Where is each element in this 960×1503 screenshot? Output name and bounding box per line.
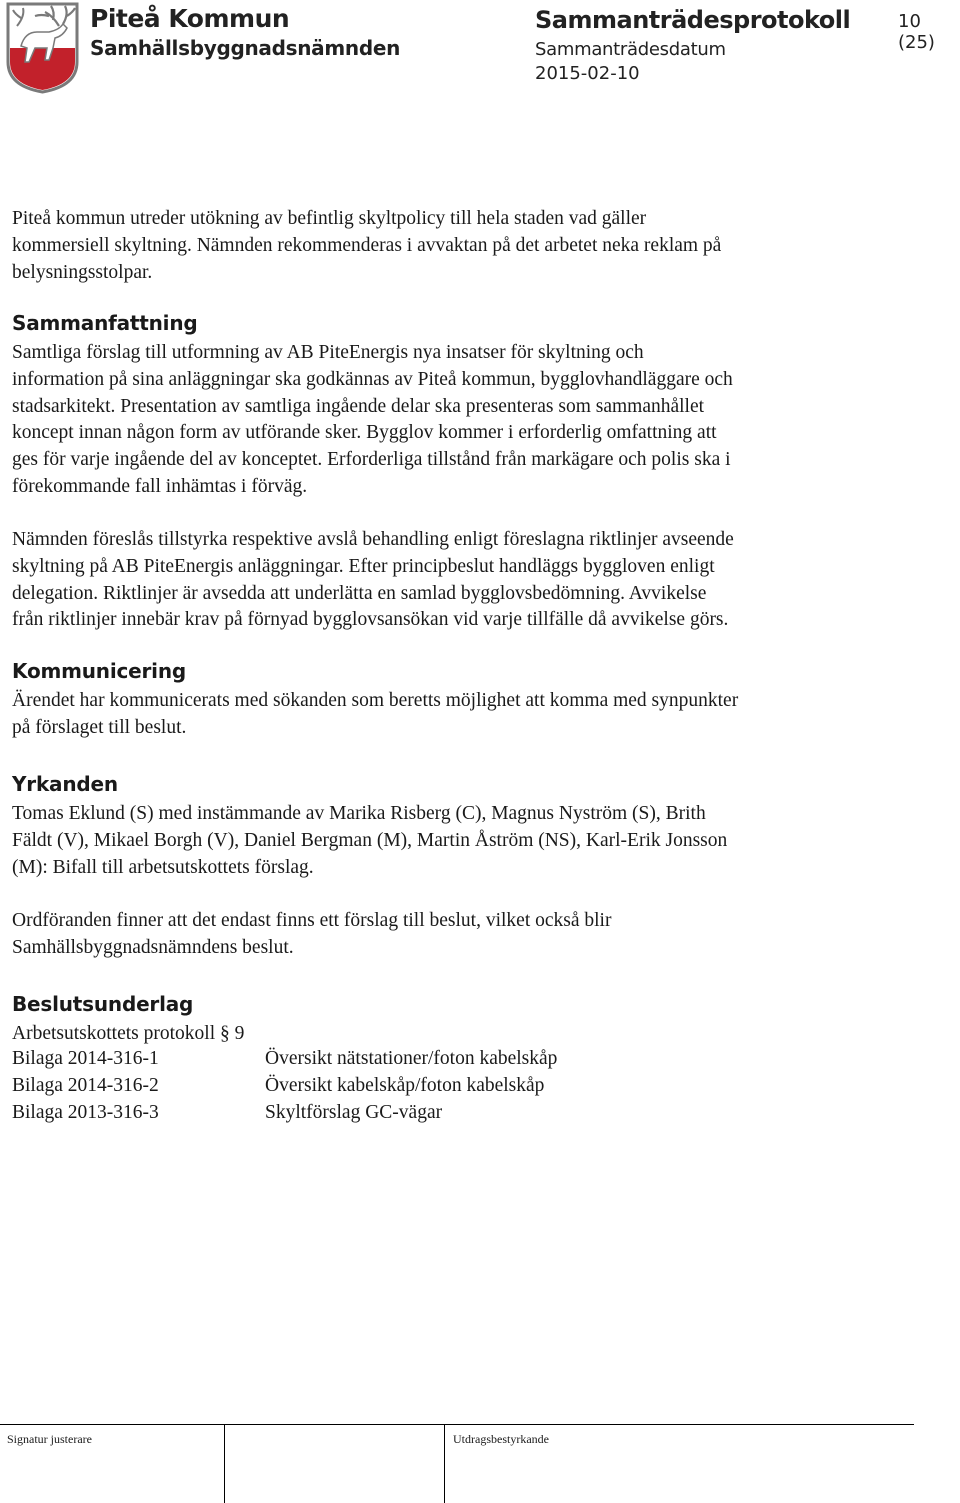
attachment-row xyxy=(12,1075,932,1102)
chair-paragraph xyxy=(12,908,932,962)
motions-heading: Yrkanden xyxy=(12,772,118,796)
summary-line: koncept innan någon form av utförande sker. Bygglov kommer i erforderlig omfattning att xyxy=(12,422,717,444)
motions-line: (M): Bifall till arbetsutskottets förslag. xyxy=(12,856,314,878)
summary-line: förekommande fall inhämtas i förväg. xyxy=(12,475,308,497)
chair-line: Samhällsbyggnadsnämndens beslut. xyxy=(12,936,294,958)
communication-line: på förslaget till beslut. xyxy=(12,716,187,738)
summary-paragraph xyxy=(12,340,932,501)
excerpt-label: Utdragsbestyrkande xyxy=(453,1432,549,1446)
summary-line: information på sina anläggningar ska godkännas av Piteå kommun, bygglovhandläggare och xyxy=(12,368,733,390)
attachment-title: Översikt nätstationer/foton kabelskåp xyxy=(265,1048,558,1069)
document-type: Sammanträdesprotokoll xyxy=(535,6,851,34)
signature-footer xyxy=(0,1424,960,1503)
intro-line: kommersiell skyltning. Nämnden rekommenderas i avvaktan på det arbetet neka reklam på xyxy=(12,234,722,256)
reindeer-coat-of-arms-icon xyxy=(5,2,80,94)
proposal-line: från riktlinjer innebär krav på förnyad bygglovsansökan vid varje tillfälle då avvikelse görs. xyxy=(12,609,729,631)
attachment-title: Skyltförslag GC-vägar xyxy=(265,1102,443,1123)
summary-line: Samtliga förslag till utformning av AB PiteEnergis nya insatser för skyltning och xyxy=(12,342,644,363)
attachment-id: Bilaga 2014-316-2 xyxy=(12,1075,159,1096)
proposal-line: Nämnden föreslås tillstyrka respektive avslå behandling enligt föreslagna riktlinjer avseende xyxy=(12,529,734,550)
basis-protocol: Arbetsutskottets protokoll § 9 xyxy=(12,1023,245,1044)
proposal-line: delegation. Riktlinjer är avsedda att underlätta en samlad bygglovsbedömning. Avvikelse xyxy=(12,582,707,604)
communication-heading: Kommunicering xyxy=(12,659,186,683)
basis-heading: Beslutsunderlag xyxy=(12,992,194,1016)
motions-line: Fäldt (V), Mikael Borgh (V), Daniel Bergman (M), Martin Åström (NS), Karl-Erik Jonsson xyxy=(12,829,728,851)
proposal-line: skyltning på AB PiteEnergis anläggningar. Efter principbeslut handläggs byggloven enligt xyxy=(12,555,715,577)
meeting-date-label: Sammanträdesdatum xyxy=(535,39,726,60)
attachment-id: Bilaga 2014-316-1 xyxy=(12,1048,159,1069)
meeting-date-value: 2015-02-10 xyxy=(535,63,640,84)
department-name: Samhällsbyggnadsnämnden xyxy=(90,36,401,60)
footer-divider xyxy=(444,1424,445,1503)
motions-line: Tomas Eklund (S) med instämmande av Marika Risberg (C), Magnus Nyström (S), Brith xyxy=(12,803,706,824)
intro-paragraph xyxy=(12,206,932,286)
summary-line: ges för varje ingående del av konceptet. Erforderliga tillstånd från markägare och polis ska i xyxy=(12,449,731,471)
summary-line: stadsarkitekt. Presentation av samtliga ingående delar ska presenteras som sammanhållet xyxy=(12,395,705,417)
footer-rule xyxy=(0,1424,914,1425)
intro-line: belysningsstolpar. xyxy=(12,261,153,283)
org-name: Piteå Kommun xyxy=(90,4,290,33)
communication-line: Ärendet har kommunicerats med sökanden som beretts möjlighet att komma med synpunkter xyxy=(12,690,739,711)
chair-line: Ordföranden finner att det endast finns ett förslag till beslut, vilket också blir xyxy=(12,910,612,931)
attachment-id: Bilaga 2013-316-3 xyxy=(12,1102,159,1123)
motions-paragraph xyxy=(12,801,932,881)
signature-label: Signatur justerare xyxy=(7,1432,92,1446)
attachment-row xyxy=(12,1048,932,1075)
summary-heading: Sammanfattning xyxy=(12,311,198,335)
attachment-title: Översikt kabelskåp/foton kabelskåp xyxy=(265,1075,545,1096)
communication-paragraph xyxy=(12,688,932,742)
attachment-row xyxy=(12,1102,932,1129)
footer-divider xyxy=(224,1424,225,1503)
proposal-paragraph xyxy=(12,527,932,634)
intro-line: Piteå kommun utreder utökning av befintlig skyltpolicy till hela staden vad gäller xyxy=(12,208,647,229)
page-number: 10 (25) xyxy=(898,11,935,53)
